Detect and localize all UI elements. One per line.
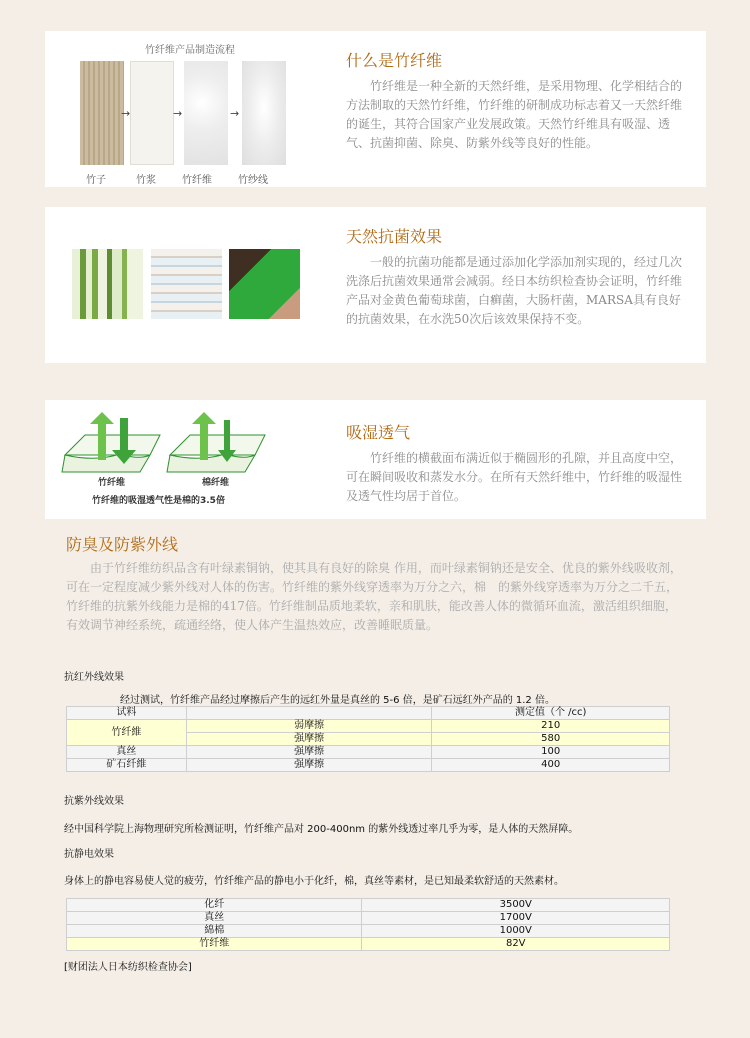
moisture-comparison-figure (60, 410, 275, 510)
stage-label: 竹子 (86, 175, 106, 186)
table-cell: 1000V (362, 925, 670, 938)
table-cell: 真丝 (67, 746, 187, 759)
process-figure-title: 竹纤维产品制造流程 (145, 45, 235, 56)
section-heading: 天然抗菌效果 (346, 227, 443, 246)
pulp-sheet-image (130, 61, 174, 165)
table-row (67, 938, 670, 951)
uv-title: 抗紫外线效果 (64, 796, 124, 807)
section-body: 竹纤维是一种全新的天然纤维，是采用物理、化学相结合的方法制取的天然竹纤维，竹纤维的研制成功标志着又一天然纤维的诞生，其符合国家产业发展政策。天然竹纤维具有吸湿、透气、抗菌抑菌、除臭、防紫外线等良好的性能。 (346, 79, 683, 150)
antistatic-description: 身体上的静电容易使人觉的疲劳，竹纤维产品的静电小于化纤，棉，真丝等素材，是已知最柔软舒适的天然素材。 (64, 876, 564, 887)
process-arrow: → (173, 107, 183, 120)
table-cell: 化纤 (67, 899, 362, 912)
fiber-sheet-image (184, 61, 228, 165)
table-cell: 100 (432, 746, 670, 759)
table-row (67, 912, 670, 925)
table-cell: 竹纤维 (67, 938, 362, 951)
table-cell: 竹纤維 (67, 720, 187, 746)
stage-label: 竹浆 (136, 175, 156, 186)
table-cell: 82V (362, 938, 670, 951)
process-arrow: → (121, 107, 131, 120)
fabric-airflow-diagram (60, 410, 275, 490)
table-cell: 强摩擦 (186, 759, 432, 772)
table-cell: 210 (432, 720, 670, 733)
process-arrow: → (230, 107, 240, 120)
table-row (67, 720, 670, 733)
table-cell: 3500V (362, 899, 670, 912)
table-cell: 强摩擦 (186, 746, 432, 759)
section-body: 竹纤维的横截面布满近似于椭圆形的孔隙，并且高度中空，可在瞬间吸收和蒸发水分。在所有天然纤维中，竹纤维的吸湿性及透气性均居于首位。 (346, 451, 683, 503)
table-row (67, 746, 670, 759)
infrared-table (66, 706, 670, 772)
bamboo-fiber-intro-card (45, 31, 706, 187)
section-heading: 防臭及防紫外线 (66, 535, 179, 554)
bamboo-sheet-image (80, 61, 124, 165)
antibacterial-card (45, 207, 706, 363)
table-header-cell (186, 707, 432, 720)
table-cell: 强摩擦 (186, 733, 432, 746)
table-header-cell: 测定值（个 /cc) (432, 707, 670, 720)
source-note: [财团法人日本纺织检查协会] (64, 962, 192, 973)
table-cell: 真丝 (67, 912, 362, 925)
antistatic-title: 抗静电效果 (64, 849, 114, 860)
table-cell: 矿石纤維 (67, 759, 187, 772)
table-cell: 400 (432, 759, 670, 772)
bamboo-photo (72, 249, 143, 319)
moisture-figure-caption: 竹纤维的吸湿透气性是棉的3.5倍 (92, 496, 225, 506)
table-row (67, 925, 670, 938)
moisture-breathability-card (45, 400, 706, 519)
infrared-description: 经过测试，竹纤维产品经过摩擦后产生的远红外量是真丝的 5-6 倍，是矿石远红外产品的 1.2 倍。 (120, 695, 555, 706)
section-body: 由于竹纤维纺织品含有叶绿素铜钠，使其具有良好的除臭 作用，而叶绿素铜钠还是安全、优良的紫外线吸收剂，可在一定程度减少紫外线对人体的伤害。竹纤维的紫外线穿透率为万分之六，棉 的紫外线穿透率为万分之二千五，竹纤维的抗紫外线能力是棉的417倍。竹纤维制品质地柔软，亲和肌肤，能改善人体的微循环血流，激活组织细胞，有效调节神经系统，疏通经络，使人体产生温热效应，改善睡眠质量。 (66, 561, 682, 632)
table-cell: 綿棉 (67, 925, 362, 938)
section-body: 一般的抗菌功能都是通过添加化学添加剂实现的，经过几次洗涤后抗菌效果通常会减弱。经日本纺织检查协会证明，竹纤维产品对金黄色葡萄球菌，白癣菌，大肠杆菌，MARSA具有良好的抗菌效果，在水洗50次后该效果保持不变。 (346, 255, 683, 326)
stage-label: 竹纱线 (238, 175, 268, 186)
static-voltage-table (66, 898, 670, 951)
stage-label: 竹纤维 (182, 175, 212, 186)
manufacturing-process-figure (80, 41, 300, 186)
uv-description: 经中国科学院上海物理研究所检测证明，竹纤维产品对 200-400nm 的紫外线透过率几乎为零，是人体的天然屏障。 (64, 824, 579, 835)
yarn-sheet-image (242, 61, 286, 165)
table-header-row (67, 707, 670, 720)
bamboo-fiber-label: 竹纤维 (98, 478, 126, 488)
table-row (67, 899, 670, 912)
cotton-fiber-label: 棉纤维 (202, 478, 230, 488)
infrared-title: 抗红外线效果 (64, 672, 124, 683)
section-heading: 什么是竹纤维 (346, 51, 443, 70)
table-header-cell: 试料 (67, 707, 187, 720)
table-cell: 弱摩擦 (186, 720, 432, 733)
green-cloth-photo (229, 249, 300, 319)
table-cell: 1700V (362, 912, 670, 925)
table-row (67, 759, 670, 772)
towel-photo (151, 249, 222, 319)
table-cell: 580 (432, 733, 670, 746)
section-heading: 吸湿透气 (346, 423, 411, 442)
deodorant-uv-section (66, 532, 684, 635)
